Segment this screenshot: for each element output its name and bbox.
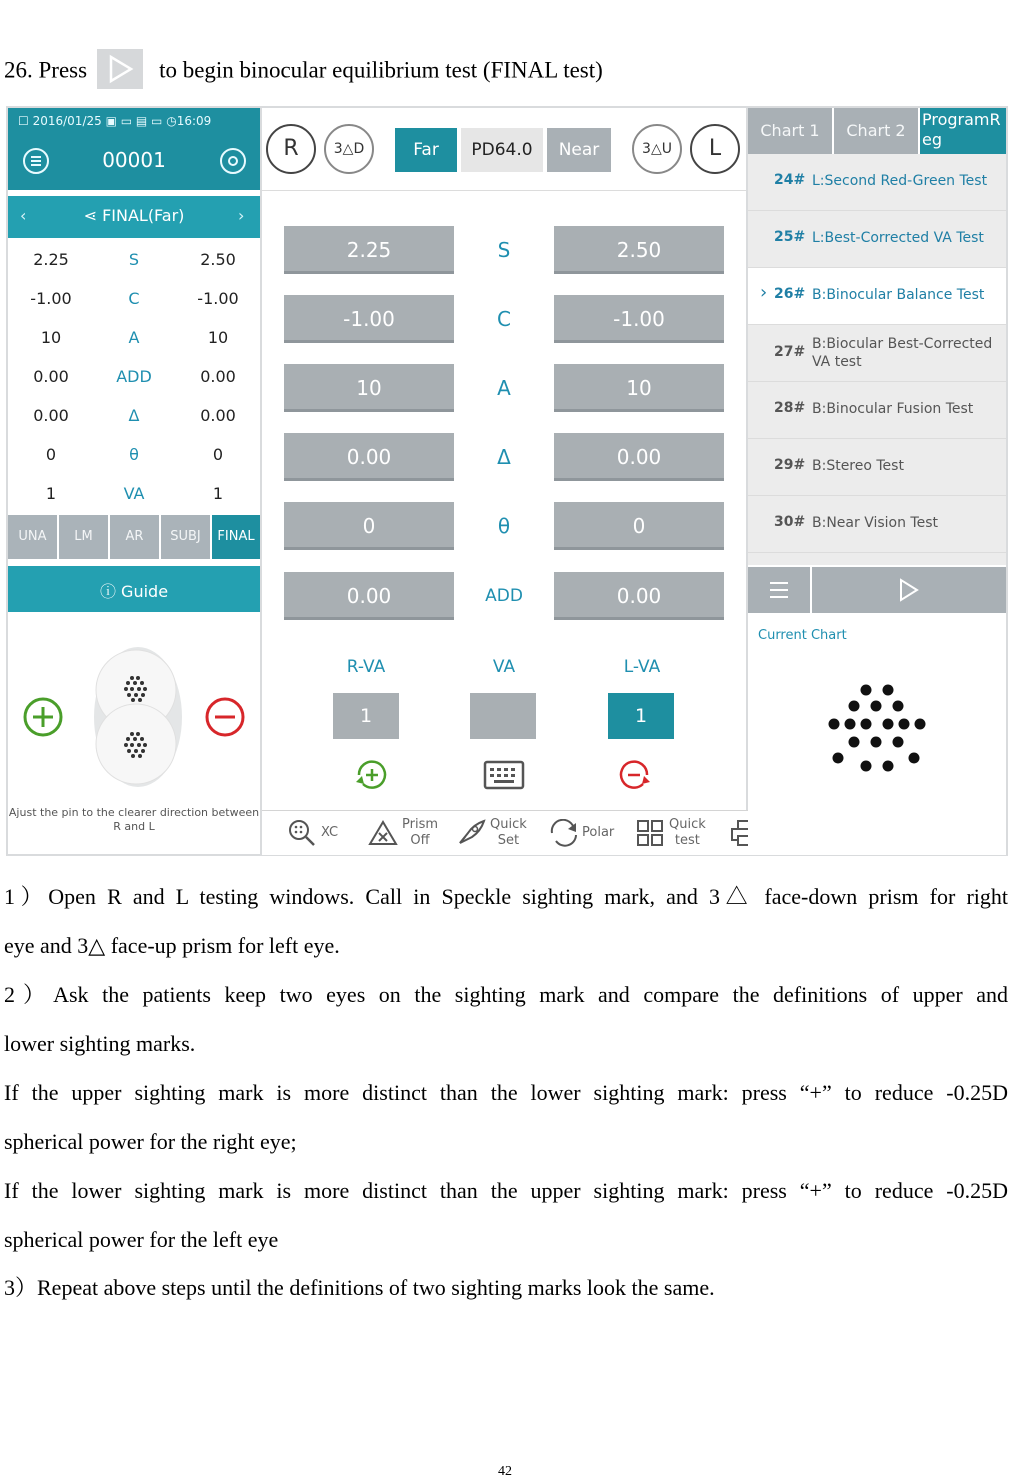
- test-number: 27#: [774, 344, 806, 360]
- l-add-button[interactable]: 0.00: [554, 572, 724, 620]
- test-name: B:Binocular Fusion Test: [812, 401, 974, 417]
- test-number: 24#: [774, 172, 806, 188]
- r-value: 1: [45, 484, 57, 503]
- step-2-line-1: 2）Ask the patients keep two eyes on the sighting mark and compare the definitions of upper and: [4, 982, 1008, 1007]
- top-controls: [262, 108, 746, 191]
- play-button[interactable]: [812, 567, 1006, 613]
- status-date: 2016/01/25: [32, 114, 102, 128]
- heading-prefix: 26. Press: [4, 57, 88, 83]
- prism-off-button[interactable]: [368, 811, 448, 854]
- step-1-line-1: 1）Open R and L testing windows. Call in Speckle sighting mark, and 3△ face-down prism for right: [4, 884, 1008, 909]
- test-number: 30#: [774, 514, 806, 530]
- l-eye-button[interactable]: L: [690, 124, 740, 174]
- cylinder-row: [8, 279, 260, 318]
- list-spacer: [748, 553, 1006, 565]
- r-value: 0.00: [33, 367, 69, 386]
- r-eye-button[interactable]: R: [266, 124, 316, 174]
- r-value: 2.25: [33, 250, 69, 269]
- test-name: B:Near Vision Test: [812, 515, 938, 531]
- sphere-row: [8, 240, 260, 279]
- row-label: C: [128, 289, 140, 308]
- l-base-button[interactable]: 0: [554, 502, 724, 550]
- row-label: VA: [123, 484, 145, 503]
- patient-counter: 00001: [102, 148, 166, 172]
- r-value: 0.00: [33, 406, 69, 425]
- axis-label: A: [497, 376, 511, 400]
- prism-off-label: Prism Off: [402, 817, 439, 848]
- base-label: θ: [497, 514, 511, 538]
- tab-ar[interactable]: AR: [110, 515, 159, 559]
- upper-distinct-line-1: If the upper sighting mark is more distinct than the lower sighting mark: press “+” to reduce -0.25D: [4, 1080, 1008, 1105]
- l-va-button[interactable]: 1: [608, 693, 674, 739]
- prism-label: Δ: [497, 445, 511, 469]
- sphere-label: S: [497, 238, 511, 262]
- status-time: 16:09: [176, 114, 212, 128]
- chevron-right-icon: ›: [760, 282, 768, 303]
- speckle-chart: [826, 680, 930, 780]
- l-cylinder-button[interactable]: -1.00: [554, 295, 724, 343]
- step-3: 3）Repeat above steps until the definitions of two sighting marks look the same.: [4, 1275, 715, 1300]
- l-va-label: L-VA: [623, 657, 661, 677]
- test-number: 25#: [774, 229, 806, 245]
- test-item-25[interactable]: [748, 211, 1006, 268]
- base-row: [8, 435, 260, 474]
- prism-down-button[interactable]: 3△D: [324, 124, 374, 174]
- prism-row: [8, 396, 260, 435]
- lower-distinct-line-2: spherical power for the left eye: [4, 1227, 279, 1252]
- list-menu-button[interactable]: [748, 567, 810, 613]
- pd-button[interactable]: PD64.0: [461, 128, 543, 172]
- test-number: 28#: [774, 400, 806, 416]
- grid-icon: [636, 819, 664, 847]
- guide-note: Ajust the pin to the clearer direction between R and L: [8, 806, 260, 833]
- quick-test-label: Quick test: [669, 817, 706, 848]
- chart-tabs: [748, 108, 1006, 154]
- va-decrease-icon[interactable]: [615, 756, 653, 798]
- calendar-icon: ☐: [18, 114, 29, 128]
- gear-icon[interactable]: [220, 148, 246, 174]
- tab-subj[interactable]: SUBJ: [161, 515, 210, 559]
- l-value: 0.00: [200, 406, 236, 425]
- tab-chart-2[interactable]: Chart 2: [834, 108, 918, 154]
- tab-una[interactable]: UNA: [8, 515, 57, 559]
- guide-pin-graphic: [88, 644, 188, 794]
- quick-test-button[interactable]: [636, 811, 716, 854]
- quick-set-button[interactable]: [456, 811, 536, 854]
- l-value: -1.00: [197, 289, 239, 308]
- mode-label: FINAL(Far): [102, 206, 185, 225]
- step-1-line-2: eye and 3△ face-up prism for left eye.: [4, 933, 340, 958]
- right-panel: [748, 108, 1006, 854]
- row-label: A: [128, 328, 140, 347]
- status-icons: ▣ ▭ ▤ ▭ ◷: [105, 114, 177, 128]
- help-icon: ⓘ: [99, 582, 122, 601]
- add-row: [8, 357, 260, 396]
- rocket-icon: [456, 819, 486, 847]
- l-value: 0.00: [200, 367, 236, 386]
- chevron-right-icon[interactable]: ›: [238, 206, 245, 225]
- l-prism-button[interactable]: 0.00: [554, 433, 724, 481]
- test-name: L:Second Red-Green Test: [812, 173, 988, 189]
- l-axis-button[interactable]: 10: [554, 364, 724, 412]
- va-button[interactable]: [470, 693, 536, 739]
- r-sphere-button[interactable]: 2.25: [284, 226, 454, 274]
- rotate-icon: [548, 819, 580, 847]
- r-va-button[interactable]: 1: [333, 693, 399, 739]
- xc-label: XC: [321, 825, 339, 840]
- upper-distinct-line-2: spherical power for the right eye;: [4, 1129, 297, 1154]
- r-value: -1.00: [30, 289, 72, 308]
- mode-tabs: [8, 515, 260, 559]
- test-item-26[interactable]: [748, 268, 1006, 325]
- prism-up-button[interactable]: 3△U: [632, 124, 682, 174]
- r-cylinder-button[interactable]: -1.00: [284, 295, 454, 343]
- row-label: θ: [129, 445, 139, 464]
- guide-label: Guide: [121, 582, 169, 601]
- tab-program-reg[interactable]: ProgramReg: [920, 108, 1006, 154]
- plus-green-button[interactable]: [22, 696, 64, 742]
- polar-button[interactable]: [548, 811, 618, 854]
- tab-final[interactable]: FINAL: [212, 515, 260, 559]
- va-label: VA: [492, 657, 516, 677]
- minus-red-button[interactable]: [204, 696, 246, 742]
- page-number: 42: [498, 1464, 512, 1479]
- cylinder-label: C: [497, 307, 511, 331]
- chevron-left-icon[interactable]: ‹: [20, 206, 27, 225]
- mode-title: [8, 206, 260, 225]
- status-row: [18, 114, 211, 128]
- test-name: B:Stereo Test: [812, 458, 904, 474]
- guide-button[interactable]: [8, 566, 260, 612]
- step-heading: [4, 52, 603, 92]
- quick-set-label: Quick Set: [490, 817, 527, 848]
- near-button[interactable]: Near: [547, 128, 611, 172]
- r-prism-button[interactable]: 0.00: [284, 433, 454, 481]
- tab-chart-1[interactable]: Chart 1: [748, 108, 832, 154]
- row-label: Δ: [128, 406, 140, 425]
- test-number: 26#: [774, 286, 806, 302]
- r-base-button[interactable]: 0: [284, 502, 454, 550]
- magnifier-icon: [288, 819, 316, 847]
- l-value: 10: [207, 328, 229, 347]
- l-sphere-button[interactable]: 2.50: [554, 226, 724, 274]
- lower-distinct-line-1: If the lower sighting mark is more distinct than the upper sighting mark: press “+” to reduce -0.25D: [4, 1178, 1008, 1203]
- middle-panel: [262, 108, 746, 854]
- row-label: S: [128, 250, 140, 269]
- current-chart-label: Current Chart: [758, 628, 847, 643]
- test-name: L:Best-Corrected VA Test: [812, 230, 984, 246]
- r-axis-button[interactable]: 10: [284, 364, 454, 412]
- test-item-30[interactable]: [748, 496, 1006, 553]
- test-number: 29#: [774, 457, 806, 473]
- test-name: B:Biocular Best-Corrected VA test: [812, 336, 993, 370]
- status-bar: [8, 108, 260, 190]
- add-label: ADD: [485, 586, 523, 606]
- l-value: 1: [212, 484, 224, 503]
- row-label: ADD: [116, 367, 152, 386]
- polar-label: Polar: [582, 825, 615, 840]
- axis-row: [8, 318, 260, 357]
- share-icon: ⋖: [83, 206, 103, 225]
- test-item-29[interactable]: [748, 439, 1006, 496]
- test-item-27[interactable]: [748, 325, 1006, 382]
- test-item-28[interactable]: [748, 382, 1006, 439]
- chart-control-bar: [748, 567, 1006, 613]
- test-name: B:Binocular Balance Test: [812, 287, 985, 303]
- l-value: 0: [212, 445, 224, 464]
- test-item-24[interactable]: [748, 154, 1006, 211]
- prism-icon: [368, 820, 398, 846]
- r-va-label: R-VA: [346, 657, 386, 677]
- r-value: 10: [40, 328, 62, 347]
- va-increase-icon[interactable]: [353, 756, 391, 798]
- r-value: 0: [45, 445, 57, 464]
- l-value: 2.50: [200, 250, 236, 269]
- heading-suffix: to begin binocular equilibrium test (FINAL test): [159, 57, 603, 83]
- va-row: [8, 474, 260, 513]
- keyboard-icon[interactable]: [483, 760, 525, 794]
- r-add-button[interactable]: 0.00: [284, 572, 454, 620]
- far-button[interactable]: Far: [395, 128, 457, 172]
- step-2-line-2: lower sighting marks.: [4, 1031, 196, 1056]
- tab-lm[interactable]: LM: [59, 515, 108, 559]
- mode-bar: [8, 196, 260, 238]
- left-panel: [8, 108, 260, 854]
- play-icon: [97, 49, 143, 89]
